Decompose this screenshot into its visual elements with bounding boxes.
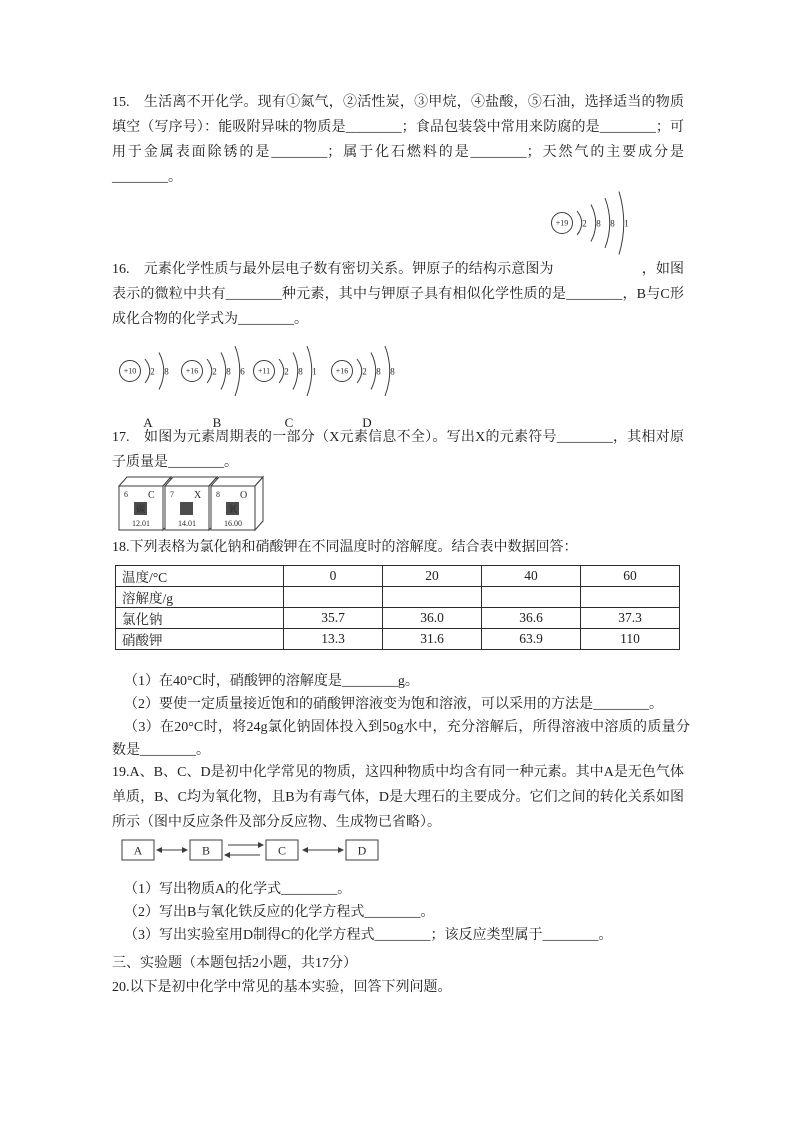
cell1-mass: 12.01 xyxy=(132,519,150,528)
table-cell: 36.6 xyxy=(482,608,581,629)
cell2-name-box xyxy=(180,502,193,515)
svg-text:+11: +11 xyxy=(257,366,271,376)
cell2-number: 7 xyxy=(170,490,174,499)
particle-c xyxy=(251,334,327,431)
question-18-intro: 18.下列表格为氯化钠和硝酸钾在不同温度时的溶解度。结合表中数据回答： xyxy=(112,540,578,555)
table-cell xyxy=(383,587,482,608)
question-17-text: 17. 如图为元素周期表的一部分（X元素信息不全）。写出X的元素符号________，其相对原子质量是________。 xyxy=(112,430,684,470)
table-cell: 氯化钠 xyxy=(116,608,284,629)
cell2-mass: 14.01 xyxy=(178,519,196,528)
svg-text:2: 2 xyxy=(582,218,587,229)
particle-b-label: B xyxy=(212,415,222,430)
particle-a xyxy=(117,334,179,431)
particle-b xyxy=(179,334,255,431)
q19-sub1: （1）写出物质A的化学式________。 xyxy=(124,882,352,897)
flow-letter-d: D xyxy=(357,843,367,858)
question-20-text: 20.以下是初中化学中常见的基本实验，回答下列问题。 xyxy=(112,980,452,995)
particle-d xyxy=(329,334,405,431)
element-cell-oxygen xyxy=(211,477,263,530)
particle-b-diagram xyxy=(179,334,255,413)
table-cell: 37.3 xyxy=(581,608,680,629)
table-cell: 温度/°C xyxy=(116,566,284,587)
particle-c-label: C xyxy=(284,415,294,430)
flow-letter-c: C xyxy=(277,843,287,858)
table-cell xyxy=(284,587,383,608)
element-cell-x xyxy=(165,477,217,530)
question-19-text: 19.A、B、C、D是初中化学常见的物质，这四种物质中均含有同一种元素。其中A是无色气体单质，B、C均为氧化物，且B为有毒气体，D是大理石的主要成分。它们之间的转化关系如图所示（图中反应条件及部分反应物、生成物已省略）。 xyxy=(112,765,684,830)
svg-text:+16: +16 xyxy=(185,366,199,376)
question-18-subquestions xyxy=(112,670,690,762)
svg-text:1: 1 xyxy=(312,366,317,377)
table-cell: 硝酸钾 xyxy=(116,629,284,650)
svg-text:+16: +16 xyxy=(335,366,349,376)
table-cell: 20 xyxy=(383,566,482,587)
flow-letter-a: A xyxy=(133,843,143,858)
svg-text:+10: +10 xyxy=(123,366,137,376)
svg-text:2: 2 xyxy=(212,366,217,377)
svg-text:6: 6 xyxy=(240,366,245,377)
question-15-text: 15. 生活离不开化学。现有①氮气，②活性炭，③甲烷，④盐酸，⑤石油，选择适当的物质填空（写序号）：能吸附异味的物质是________；食品包装袋中常用来防腐的是________；可用于金属表面除锈的是________；属于化石燃料的是________；天然气的主要成分是________。 xyxy=(112,95,684,185)
table-row-unit xyxy=(116,587,680,608)
svg-text:8: 8 xyxy=(298,366,303,377)
cell3-symbol: O xyxy=(240,490,248,501)
table-cell: 60 xyxy=(581,566,680,587)
cell3-name: 氧 xyxy=(227,504,238,514)
table-cell: 31.6 xyxy=(383,629,482,650)
solubility-table xyxy=(115,565,680,650)
table-cell xyxy=(581,587,680,608)
particle-a-diagram xyxy=(117,334,179,413)
q19-sub3: （3）写出实验室用D制得C的化学方程式________；该反应类型属于________。 xyxy=(124,928,613,943)
q18-sub3: （3）在20°C时，将24g氯化钠固体投入到50g水中，充分溶解后，所得溶液中溶质的质量分数是________。 xyxy=(112,720,690,758)
particle-d-label: D xyxy=(362,415,372,430)
q18-sub2: （2）要使一定质量接近饱和的硝酸钾溶液变为饱和溶液，可以采用的方法是________。 xyxy=(124,697,663,712)
cell1-number: 6 xyxy=(124,490,128,499)
table-cell: 40 xyxy=(482,566,581,587)
table-cell xyxy=(482,587,581,608)
conversion-flow-diagram xyxy=(116,831,388,874)
svg-text:1: 1 xyxy=(624,218,629,229)
cell2-symbol: X xyxy=(194,490,202,501)
svg-text:8: 8 xyxy=(164,366,169,377)
q18-sub1: （1）在40°C时，硝酸钾的溶解度是________g。 xyxy=(124,674,419,689)
table-cell: 63.9 xyxy=(482,629,581,650)
particle-d-diagram xyxy=(329,334,405,413)
particle-c-diagram xyxy=(251,334,327,413)
table-cell: 13.3 xyxy=(284,629,383,650)
svg-text:2: 2 xyxy=(150,366,155,377)
svg-text:8: 8 xyxy=(596,218,601,229)
table-row-kno3 xyxy=(116,629,680,650)
svg-text:2: 2 xyxy=(284,366,289,377)
svg-text:8: 8 xyxy=(390,366,395,377)
svg-text:8: 8 xyxy=(376,366,381,377)
table-cell: 36.0 xyxy=(383,608,482,629)
svg-text:8: 8 xyxy=(226,366,231,377)
q16-text-before: 16. 元素化学性质与最外层电子数有密切关系。钾原子的结构示意图为 xyxy=(112,262,554,277)
particle-a-label: A xyxy=(143,415,153,430)
flow-letter-b: B xyxy=(201,843,211,858)
cell1-name: 碳 xyxy=(135,504,146,514)
element-cell-carbon xyxy=(119,477,171,530)
table-cell: 0 xyxy=(284,566,383,587)
table-cell: 110 xyxy=(581,629,680,650)
potassium-atom-diagram xyxy=(549,186,639,265)
q19-sub2: （2）写出B与氧化铁反应的化学方程式________。 xyxy=(124,905,435,920)
table-row-temperature xyxy=(116,566,680,587)
q16-text-after: ，如图表示的微粒中共有________种元素，其中与钾原子具有相似化学性质的是________，B与C形成化合物的化学式为________。 xyxy=(112,262,685,327)
cell3-number: 8 xyxy=(216,490,220,499)
question-19-subquestions xyxy=(112,878,690,947)
section-3-heading: 三、实验题（本题包括2小题，共17分） xyxy=(112,956,357,971)
cell1-symbol: C xyxy=(148,490,155,501)
svg-text:+19: +19 xyxy=(555,218,569,228)
periodic-table-excerpt xyxy=(118,472,266,539)
cell3-mass: 16.00 xyxy=(224,519,242,528)
diagram-placeholder-gap xyxy=(554,272,642,273)
table-cell: 35.7 xyxy=(284,608,383,629)
svg-text:2: 2 xyxy=(362,366,367,377)
particle-structure-diagrams xyxy=(115,334,445,428)
table-cell: 溶解度/g xyxy=(116,587,284,608)
question-16-text xyxy=(112,257,684,332)
table-row-nacl xyxy=(116,608,680,629)
svg-text:8: 8 xyxy=(610,218,615,229)
